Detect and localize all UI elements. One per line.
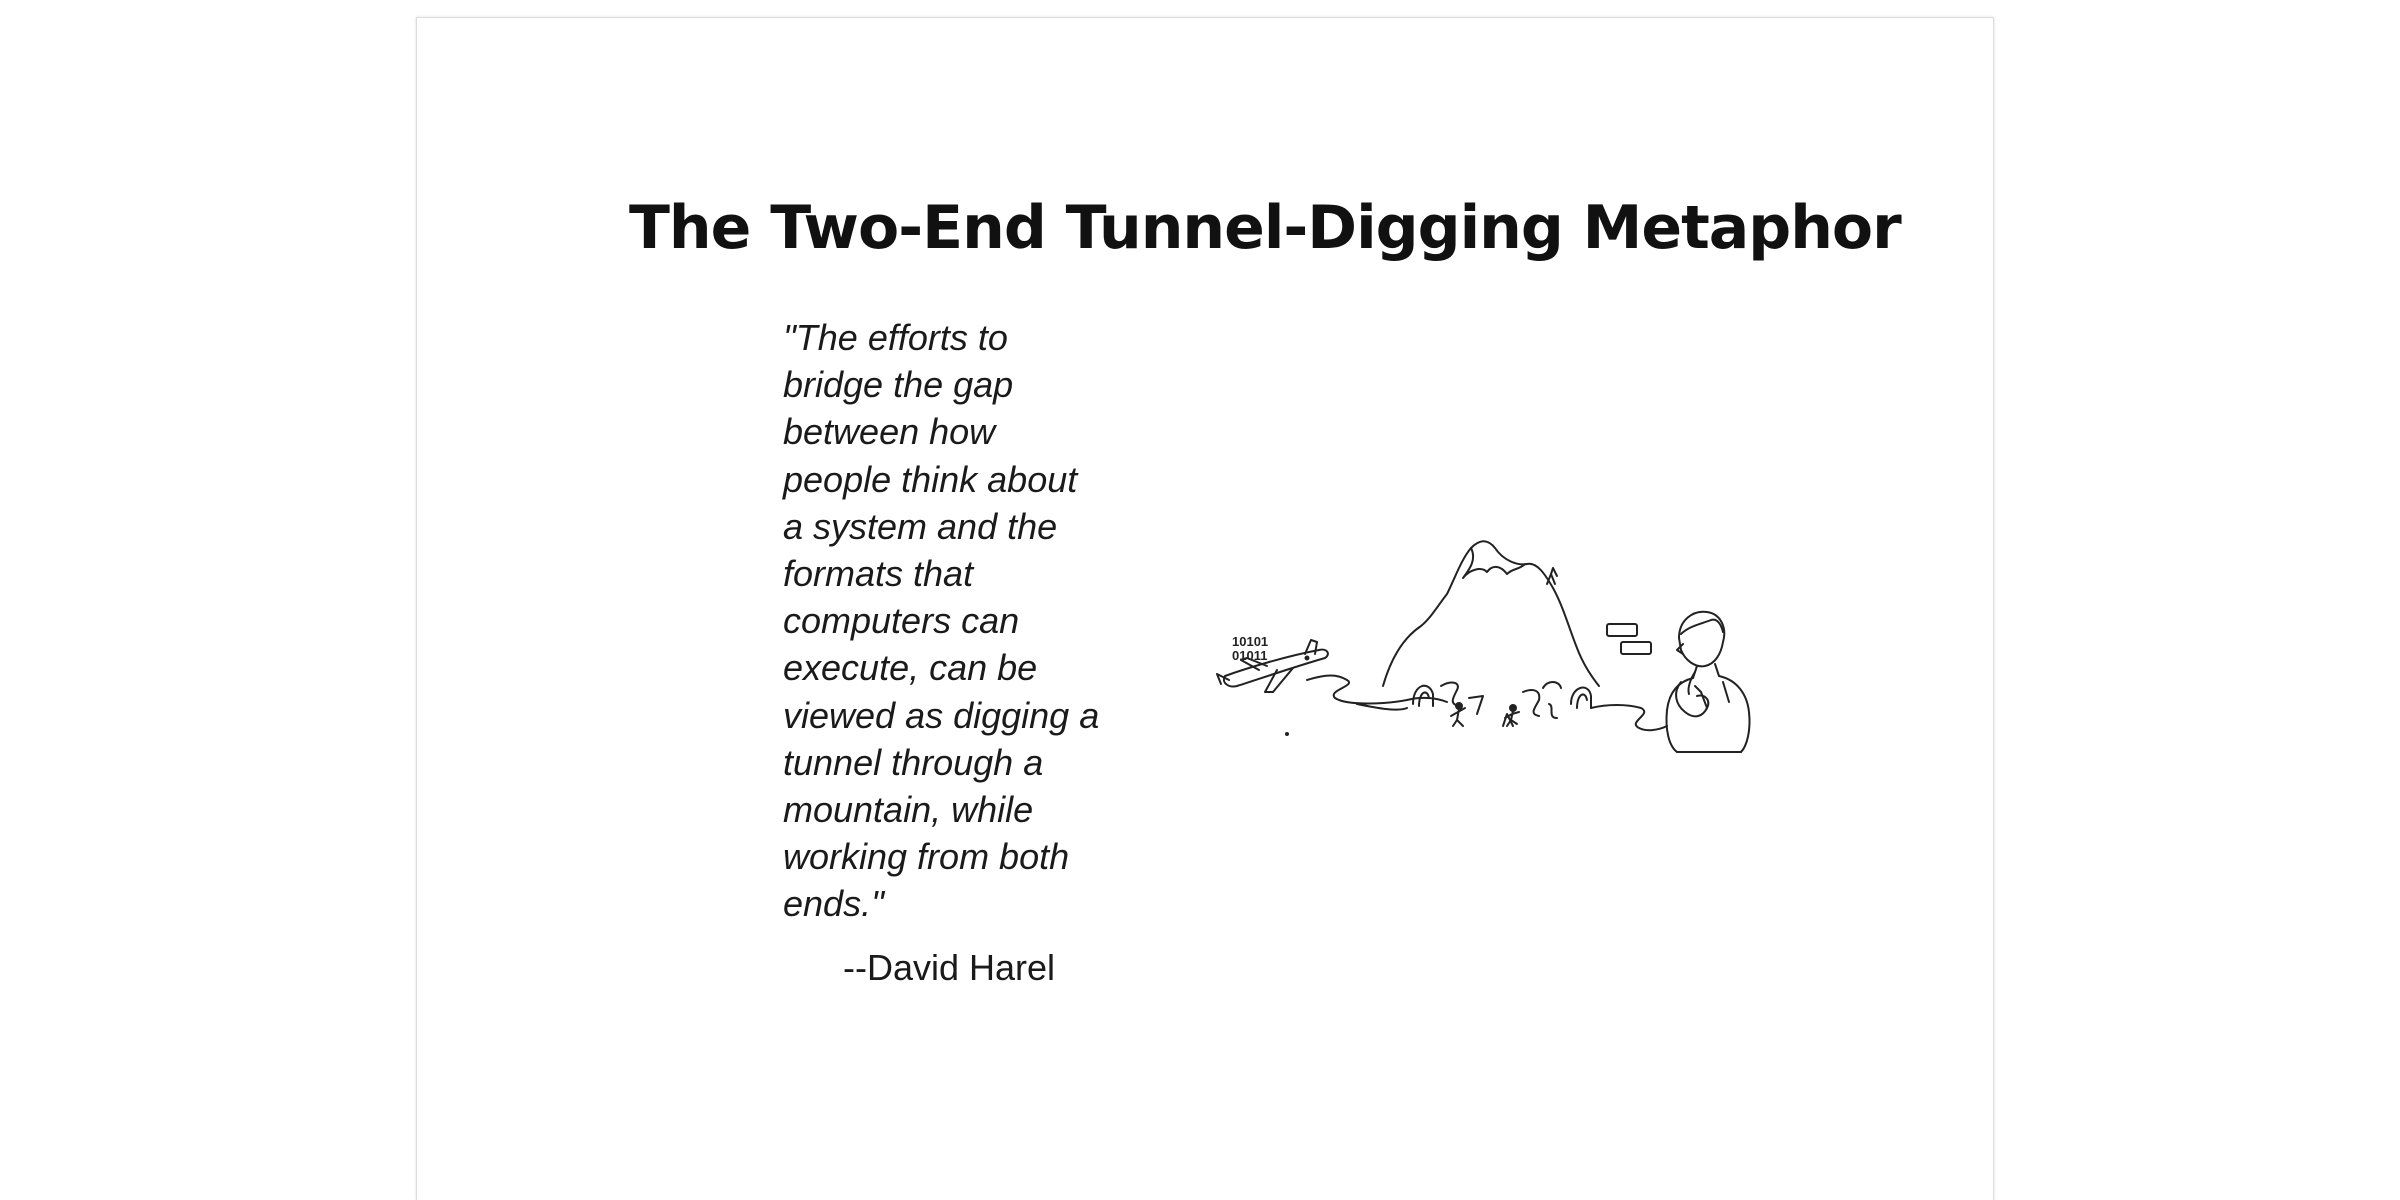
thought-box-1 bbox=[1607, 624, 1637, 636]
quote-author: --David Harel bbox=[843, 947, 1056, 988]
thinking-person-icon bbox=[1666, 612, 1749, 752]
quote-text: "The efforts to bridge the gap between how people think about a system and the formats that computers can execute, can be viewed as digging a tunnel through a mountain, while working from both ends." bbox=[783, 317, 1100, 925]
path-right bbox=[1591, 705, 1667, 730]
thought-box-2 bbox=[1621, 642, 1651, 654]
path-left bbox=[1307, 676, 1447, 704]
binary-label-top: 10101 bbox=[1232, 634, 1269, 649]
slide-title-area bbox=[629, 178, 1901, 278]
tunnel-sketch bbox=[1207, 508, 1777, 798]
binary-label-bottom: 01011 bbox=[1232, 648, 1268, 663]
slide bbox=[416, 17, 1994, 1200]
mountain-icon bbox=[1383, 541, 1599, 686]
tunnel-left-portal bbox=[1413, 686, 1433, 706]
slide-title: The Two-End Tunnel-Digging Metaphor bbox=[629, 193, 1901, 263]
digger-right-icon bbox=[1503, 705, 1519, 726]
tunnel-metaphor-illustration bbox=[1207, 508, 1777, 798]
tunnel-right-portal bbox=[1571, 688, 1591, 708]
digger-left-icon bbox=[1451, 703, 1465, 726]
